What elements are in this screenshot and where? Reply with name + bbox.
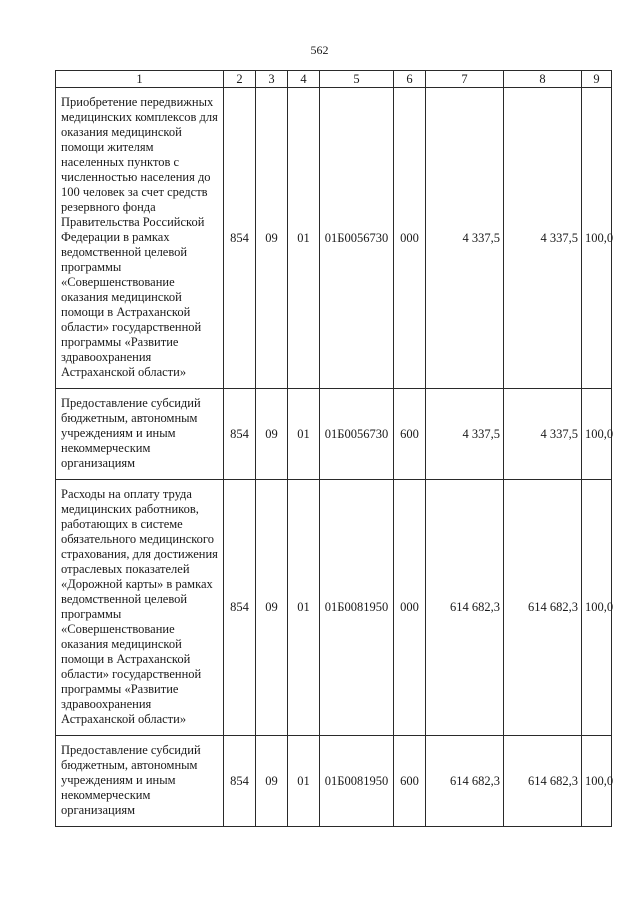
table-row (56, 480, 612, 736)
section-code: 09 (256, 88, 288, 389)
table-row (56, 88, 612, 389)
row-description: Приобретение передвижных медицинских комплексов для оказания медицинской помощи жителям населенных пунктов с численностью населения до 100 человек за счет средств резервного фонда Правительства Российской Федерации в рамках ведомственной целевой программы «Совершенствование оказания медицинской помощи в Астраханской области» государственной программы «Развитие здравоохранения Астраханской области» (56, 88, 224, 389)
subsection-code: 01 (288, 88, 320, 389)
ministry-code: 854 (224, 389, 256, 480)
column-header: 6 (394, 71, 426, 88)
ministry-code: 854 (224, 88, 256, 389)
column-header: 3 (256, 71, 288, 88)
target-article-code: 01Б0056730 (320, 88, 394, 389)
executed-amount: 614 682,3 (504, 736, 582, 827)
section-code: 09 (256, 389, 288, 480)
page-number: 562 (310, 43, 329, 57)
column-header: 8 (504, 71, 582, 88)
ministry-code: 854 (224, 480, 256, 736)
subsection-code: 01 (288, 736, 320, 827)
subsection-code: 01 (288, 480, 320, 736)
planned-amount: 4 337,5 (426, 389, 504, 480)
table-row (56, 736, 612, 827)
planned-amount: 614 682,3 (426, 736, 504, 827)
section-code: 09 (256, 736, 288, 827)
executed-amount: 4 337,5 (504, 389, 582, 480)
ministry-code: 854 (224, 736, 256, 827)
execution-percent: 100,0 (582, 736, 612, 827)
row-description: Расходы на оплату труда медицинских работников, работающих в системе обязательного медицинского страхования, для достижения отраслевых показателей «Дорожной карты» в рамках ведомственной целевой программы «Совершенствование оказания медицинской помощи в Астраханской области» государственной программы «Развитие здравоохранения Астраханской области» (56, 480, 224, 736)
expense-type-code: 600 (394, 736, 426, 827)
column-header: 9 (582, 71, 612, 88)
expense-type-code: 000 (394, 480, 426, 736)
planned-amount: 614 682,3 (426, 480, 504, 736)
expense-type-code: 600 (394, 389, 426, 480)
expense-type-code: 000 (394, 88, 426, 389)
budget-table (55, 70, 612, 827)
table-header-row (56, 71, 612, 88)
target-article-code: 01Б0081950 (320, 480, 394, 736)
executed-amount: 614 682,3 (504, 480, 582, 736)
planned-amount: 4 337,5 (426, 88, 504, 389)
execution-percent: 100,0 (582, 88, 612, 389)
row-description: Предоставление субсидий бюджетным, автономным учреждениям и иным некоммерческим организациям (56, 736, 224, 827)
execution-percent: 100,0 (582, 480, 612, 736)
row-description: Предоставление субсидий бюджетным, автономным учреждениям и иным некоммерческим организациям (56, 389, 224, 480)
section-code: 09 (256, 480, 288, 736)
executed-amount: 4 337,5 (504, 88, 582, 389)
column-header: 5 (320, 71, 394, 88)
target-article-code: 01Б0056730 (320, 389, 394, 480)
execution-percent: 100,0 (582, 389, 612, 480)
column-header: 2 (224, 71, 256, 88)
column-header: 7 (426, 71, 504, 88)
table-row (56, 389, 612, 480)
column-header: 1 (56, 71, 224, 88)
target-article-code: 01Б0081950 (320, 736, 394, 827)
column-header: 4 (288, 71, 320, 88)
subsection-code: 01 (288, 389, 320, 480)
